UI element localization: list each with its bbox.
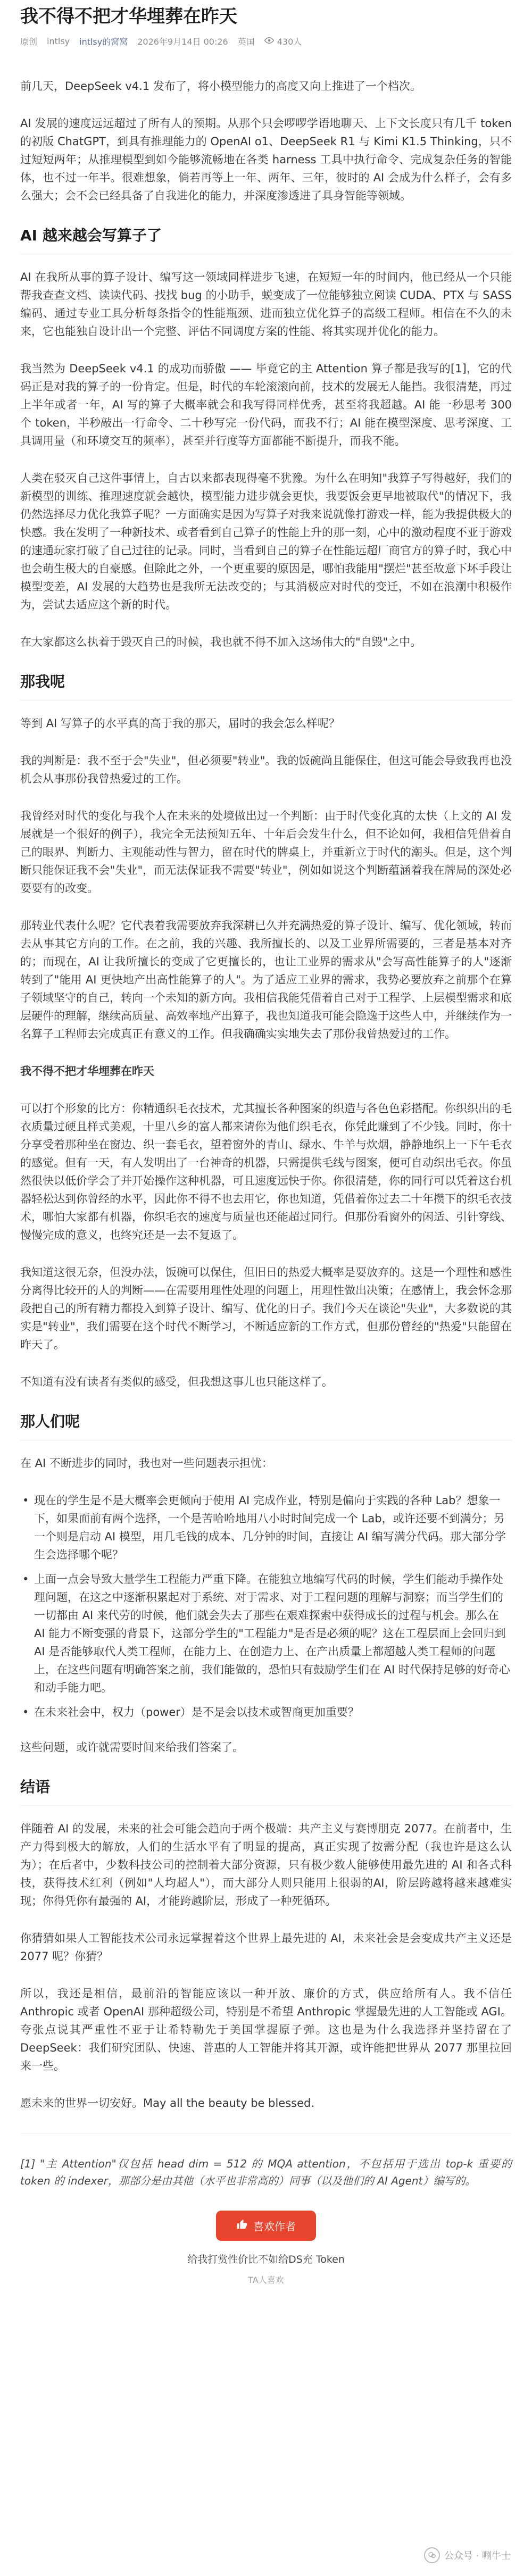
section3-paragraph-2: 这些问题，或许就需要时间来给我们答案了。 (20, 1741, 244, 1754)
intro-paragraph-1: 前几天，DeepSeek v4.1 发布了，将小模型能力的高度又向上推进了一个档次。 (20, 80, 421, 93)
section2-paragraph-3: 我曾经对时代的变化与我个人在未来的处境做出过一个判断：由于时代变化真的太快（上文的 AI 发展就是一个很好的例子），我完全无法预知五年、十年后会发生什么，但不论如何，我相信凭借着自己的眼界、判断力、主观能动性与智力，留在时代的牌桌上，并重新立于时代的潮头。但是，这个判断只能保证我不会"失业"，而无法保证我不需要"转业"，例如如说这个判断蕴涵着我在牌局的深处必要要有的改变。 (20, 810, 512, 895)
section1-paragraph-1: AI 在我所从事的算子设计、编写这一领域同样进步飞速，在短短一年的时间内，他已经从一个只能帮我查查文档、读读代码、找找 bug 的小助手，蜕变成了一位能够独立阅读 CUDA、PTX 与 SASS 编码、通过专业工具分析每条指令的性能瓶颈、进而独立优化算子的高级工程师。相信在不久的未来，它也能独自设计出一个完整、评估不同调度方案的性能、将其实现并优化的能力。 (20, 271, 512, 338)
divider (20, 2133, 512, 2134)
watermark (424, 2547, 511, 2563)
section-conclusion (20, 1775, 512, 2112)
eye-icon (264, 36, 274, 47)
section2-paragraph-7: 我知道这很无奈，但没办法，饭碗可以保住，但旧日的热爱大概率是要放弃的。这是一个理性和感性分离得比较开的人的判断——在需要用理性处理的问题上，用理性做出决策；在感情上，我会怀念那段把自己的所有精力都投入到算子设计、编写、优化的日子。我们今天在谈论"失业"，大多数说的其实是"转业"，我们需要在这个时代不断学习，不断适应新的工作方式，但那份曾经的"热爱"只能留在昨天了。 (20, 1266, 512, 1351)
section1-paragraph-4: 在大家都这么执着于毁灭自己的时候，我也就不得不加入这场伟大的"自毁"之中。 (20, 636, 422, 648)
author-name: intlsy (47, 36, 70, 46)
section2-paragraph-1: 等到 AI 写算子的水平真的高于我的那天，届时的我会怎么样呢？ (20, 717, 340, 730)
section2-paragraph-8: 不知道有没有读者有类似的感受，但我想这事儿也只能这样了。 (20, 1375, 333, 1388)
like-author-button[interactable] (216, 2211, 316, 2241)
intro-paragraph-2: AI 发展的速度远远超过了所有人的预期。从那个只会啰啰学语地聊天、上下文长度只有几千 token 的初版 ChatGPT，到具有推理能力的 OpenAI o1、DeepSeek R1 与 Kimi K1.5 Thinking，只不过短短两年；从推理模型到如今能够流畅地在各类 harness 工具中执行命令、完成复杂任务的智能体，也不过一年半。很难想象，倘若再等上一年、两年、三年，彼时的 AI 会成为什么样子，会有多么强大；会不会已经具备了自我进化的能力，并深度渗透进了具身智能等领域。 (20, 117, 512, 202)
section2-bold-line: 我不得不把才华埋葬在昨天 (20, 1065, 154, 1078)
like-count: TA人喜欢 (248, 2275, 284, 2285)
section1-paragraph-2: 我当然为 DeepSeek v4.1 的成功而骄傲 —— 毕竟它的主 Attention 算子都是我写的[1]，它的代码正是对我的算子的一份肯定。但是，时代的车轮滚滚向前，技术的发展无人能挡。我很清楚，再过上半年或者一年，AI 写的算子大概率就会和我写得同样优秀，甚至将我超越。AI 能一秒思考 300 个 token，半秒敲出一行命令、二十秒写完一份代码，而我不行；AI 能在模型深度、思考深度、工具调用量（和环境交互的频率），甚至并行度等方面都能不断提升，而我不能。 (20, 362, 512, 447)
thumb-icon (236, 2219, 248, 2233)
section4-paragraph-2: 你猜猜如果人工智能技术公司永远掌握着这个世界上最先进的 AI，未来社会是会变成共产主义还是 2077 呢？你猜？ (20, 1932, 512, 1963)
support-subtitle: 给我打赏性价比不如给DS充 Token (187, 2254, 345, 2265)
section4-paragraph-4: 愿未来的世界一切安好。May all the beauty be blessed. (20, 2097, 315, 2110)
account-link[interactable]: intlsy的窝窝 (79, 37, 128, 47)
section2-paragraph-6: 可以打个形象的比方：你精通织毛衣技术，尤其擅长各种图案的织造与各色色彩搭配。你织织出的毛衣质量过硬且样式美观，十里八乡的富人都来请你为他们织毛衣，你凭此赚到了不少钱。同时，你十分享受着那种坐在窗边、织一套毛衣，望着窗外的青山、绿水、牛羊与炊烟，静静地织上一下午毛衣的感觉。但有一天，有人发明出了一台神奇的机器，只需提供毛线与图案，便可自动织出毛衣。你虽然很快以低价学会了并开始操作这种机器，可且速度远快于你。你很清楚，你的同行可以凭着这台机器轻松达到你曾经的水平，因此你不得不也去用它，你也知道，凭借着你过去二十年攒下的织毛衣技术，哪怕大家都有机器，你织毛衣的速度与质量也还能超过同行。但那份看窗外的闲适、引针穿线、慢慢完成的意义，也终究还是一去不复返了。 (20, 1102, 512, 1241)
footnote: [1] "主 Attention"仅包括 head dim = 512 的 MQA attention，不包括用于选出 top-k 重要的 token 的 indexer，那部分是由其他（水平也非常高的）同事（以及他们的 AI Agent）编写的。 (20, 2157, 512, 2187)
list-item: • 现在的学生是不是大概率会更倾向于使用 AI 完成作业，特别是偏向于实践的各种 Lab？想象一下，如果面前有两个选择，一个是苦哈哈地用八小时时间完成一个 Lab，或许还要不到满分；另一个则是启动 AI 模型，用几毛钱的成本、几分钟的时间，直接让 AI 编写满分代码。那大部分学生会选择哪个呢？ (20, 1491, 512, 1564)
section-what-about-me (20, 670, 512, 1391)
section-heading: 那人们呢 (20, 1410, 512, 1440)
publish-datetime: 2026年9月14日 00:26 (137, 37, 228, 47)
concerns-list (20, 1491, 512, 1721)
publish-location: 英国 (237, 37, 255, 47)
section4-paragraph-1: 伴随着 AI 的发展，未来的社会可能会趋向于两个极端：共产主义与赛博朋克 2077。在前者中，生产力得到极大的解放，人们的生活水平有了明显的提高，真正实现了按需分配（我也许是这么认为）；在后者中，少数科技公司的控制着大部分资源，只有极少数人能够使用最先进的 AI 和各式科技，获得技术红利（例如"人均超人"），而大部分人则只能用上很弱的AI，阶层跨越将越来越难实现；你得凭你有最强的 AI，才能跨越阶层，形成了一种死循环。 (20, 1822, 512, 1907)
view-count-text: 430人 (277, 37, 302, 47)
section4-paragraph-3: 所以，我还是相信，最前沿的智能应该以一种开放、廉价的方式，供应给所有人。我不信任 Anthropic 或者 OpenAI 那种超级公司，特别是不希望 Anthropic 掌握最先进的人工智能或 AGI。夸张点说其严重性不亚于让希特勒先于美国掌握原子弹。这也是为什么我选择并坚持留在了 DeepSeek：我们研究团队、快速、普惠的人工智能并将其开源，或许能把世界从 2077 那里拉回来一些。 (20, 1987, 512, 2072)
list-item: • 上面一点会导致大量学生工程能力严重下降。在能独立地编写代码的时候，学生们能动手操作处理问题，在这之中逐渐积累起对于系统、对于需求、对于工程问题的理解与洞察；而当学生们的一切都由 AI 来代劳的时候，他们就会失去了那些在艰难探索中获得成长的过程与机会。那么在 AI 能力不断变强的背景下，这部分学生的"工程能力"是否是必须的呢？这在工程层面上会回归到 AI 是否能够取代人类工程师，在能力上、在创造力上、在产出质量上都超越人类工程师的问题上，在这些问题有明确答案之前，我们能做的，恐怕只有鼓励学生们在 AI 时代保持足够的好奇心和动手能力吧。 (20, 1570, 512, 1697)
wechat-logo-icon (424, 2547, 440, 2563)
support-area (20, 2211, 512, 2286)
view-count (264, 35, 302, 47)
section-ai-operators (20, 224, 512, 651)
section1-paragraph-3: 人类在驳灭自己这件事情上，自古以来都表现得毫不犹豫。为什么在明知"我算子写得越好，我们的新模型的训练、推理速度就会越快，模型能力进步就会更快，我要饭会更早地被取代"的情况下，我仍然选择尽力优化我算子呢？一方面确实是因为写算子对我来说就像打游戏一样，能为我提供极大的快感。我在发明了一种新技术、或者看到自己算子的性能上升的那一刻，心中的激动程度不亚于游戏的速通玩家打破了自己过往的记录。同时，当看到自己的算子在性能远超厂商官方的算子时，我心中也会萌生极大的自豪感。但除此之外，一个更重要的原因是，哪怕我能用"摆烂"甚至故意下坏手段让模型变差，AI 发展的大趋势也是我所无法改变的；与其消极应对时代的变迁，不如在浪潮中积极作为，尝试去适应这个新的时代。 (20, 472, 512, 611)
section-heading: 结语 (20, 1775, 512, 1806)
watermark-label: 公众号 · 唰牛士 (444, 2550, 511, 2562)
article-title: 我不得不把才华埋葬在昨天 (20, 6, 237, 27)
article-meta (20, 35, 512, 47)
section-what-about-people (20, 1410, 512, 1756)
like-button-label: 喜欢作者 (253, 2221, 296, 2233)
original-tag: 原创 (20, 37, 38, 47)
section2-paragraph-2: 我的判断是：我不至于会"失业"，但必须要"转业"。我的饭碗尚且能保住，但这可能会导致我再也没机会从事那份我曾热爱过的工作。 (20, 754, 512, 785)
section2-paragraph-4: 那转业代表什么呢？它代表着我需要放弃我深耕已久并充满热爱的算子设计、编写、优化领域，转而去从事其它方向的工作。在之前，我的兴趣、我所擅长的、以及工业界所需要的，三者是基本对齐的；而现在，AI 让我所擅长的变成了它更擅长的，也让工业界的需求从"会写高性能算子的人"逐渐转到了"能用 AI 更快地产出高性能算子的人"。为了适应工业界的需求，我势必要放弃之前那个在算子领域坚守的自己，转向一个未知的新方向。我相信我能凭借着自己对于工程学、上层模型需求和底层硬件的理解，继续高质量、高效率地产出算子，我也知道我可能会隐逸于这些人中，并继续作为一名算子工程师去完成真正有意义的工作。但我确确实实地失去了那份我曾热爱过的工作。 (20, 919, 512, 1040)
section3-paragraph-1: 在 AI 不断进步的同时，我也对一些问题表示担忧： (20, 1457, 273, 1470)
section-heading: 那我呢 (20, 670, 512, 701)
section-heading: AI 越来越会写算子了 (20, 224, 512, 254)
list-item: • 在未来社会中，权力（power）是不是会以技术或智商更加重要？ (20, 1703, 512, 1721)
